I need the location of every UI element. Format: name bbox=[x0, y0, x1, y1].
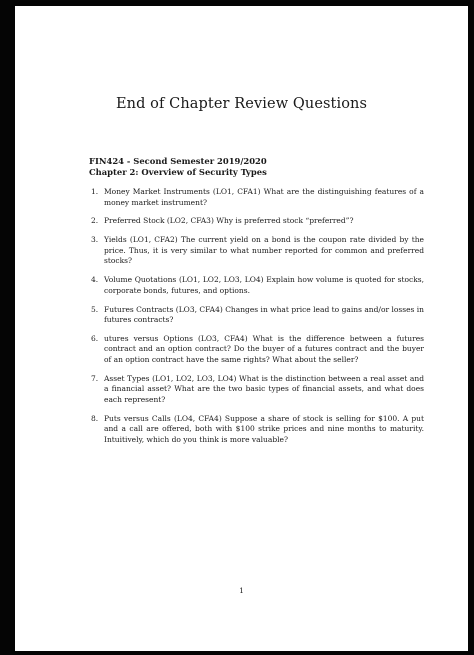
question-text: Yields (LO1, CFA2) The current yield on a bond is the coupon rate divided by the price. Thus, it is very similar to what number reported for common and preferred stocks? bbox=[104, 235, 424, 266]
question-item bbox=[89, 334, 424, 366]
chapter-label: Chapter 2: Overview of Security Types bbox=[89, 167, 267, 177]
question-item bbox=[89, 275, 424, 296]
question-number: 2. bbox=[91, 216, 99, 226]
page-number: 1 bbox=[239, 586, 244, 595]
question-item bbox=[89, 187, 424, 208]
question-number: 4. bbox=[91, 275, 99, 285]
question-text: Money Market Instruments (LO1, CFA1) What are the distinguishing features of a money market instrument? bbox=[104, 187, 424, 207]
question-text: utures versus Options (LO3, CFA4) What is the difference between a futures contract and an option contract? Do the buyer of a futures contract and the buyer of an option contract have the same rights? What about the seller? bbox=[104, 333, 424, 365]
question-item bbox=[89, 414, 424, 446]
question-item bbox=[89, 374, 424, 406]
document-title: End of Chapter Review Questions bbox=[115, 96, 368, 112]
question-item bbox=[89, 235, 424, 267]
question-number: 5. bbox=[91, 304, 99, 314]
question-list bbox=[89, 187, 424, 454]
question-text: Volume Quotations (LO1, LO2, LO3, LO4) Explain how volume is quoted for stocks, corporate bonds, futures, and options. bbox=[104, 275, 424, 295]
question-text: Puts versus Calls (LO4, CFA4) Suppose a share of stock is selling for $100. A put and a call are offered, both with $100 strike prices and nine months to maturity. Intuitively, which do you think is more valuable? bbox=[104, 413, 424, 444]
question-number: 3. bbox=[91, 235, 99, 245]
document-page bbox=[15, 6, 468, 651]
question-number: 6. bbox=[91, 333, 99, 343]
question-item bbox=[89, 216, 424, 227]
question-number: 8. bbox=[91, 413, 99, 423]
question-text: Preferred Stock (LO2, CFA3) Why is preferred stock “preferred”? bbox=[104, 216, 354, 226]
question-text: Futures Contracts (LO3, CFA4) Changes in what price lead to gains and/or losses in futures contracts? bbox=[104, 304, 424, 325]
question-item bbox=[89, 305, 424, 326]
course-header bbox=[89, 156, 267, 178]
question-number: 1. bbox=[91, 187, 99, 196]
question-number: 7. bbox=[91, 373, 99, 383]
question-text: Asset Types (LO1, LO2, LO3, LO4) What is the distinction between a real asset and a financial asset? What are the two basic types of financial assets, and what does each represent? bbox=[104, 373, 424, 405]
course-label: FIN424 - Second Semester 2019/2020 bbox=[89, 156, 267, 166]
